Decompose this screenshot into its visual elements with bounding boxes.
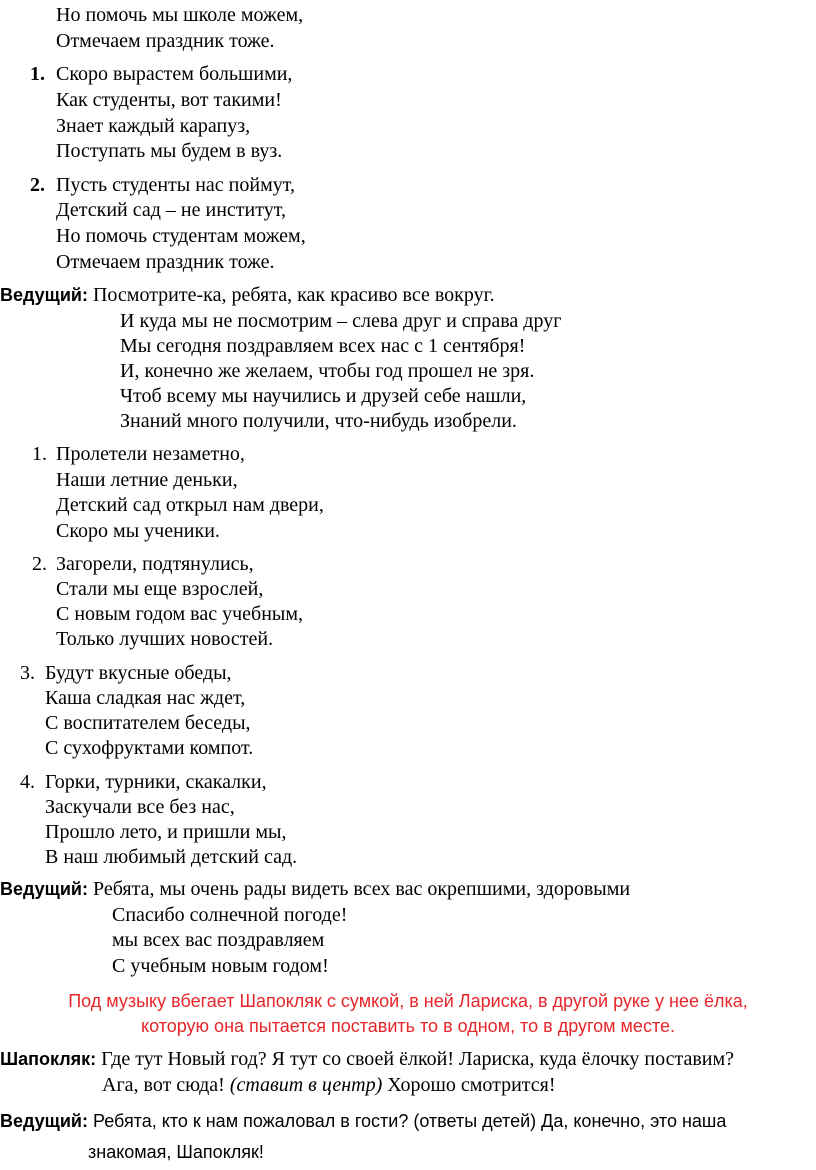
host-line: Ведущий: Ребята, кто к нам пожаловал в гости? (ответы детей) Да, конечно, это наша [0, 1111, 727, 1131]
host-line: Спасибо солнечной погоде! [112, 904, 348, 926]
verse-line: 1. Пролетели незаметно, [32, 443, 245, 465]
verse-line: С воспитателем беседы, [45, 712, 251, 734]
host-line: Ведущий: Ребята, мы очень рады видеть всех вас окрепшими, здоровыми [0, 878, 631, 900]
verse-number: 2. [30, 174, 45, 196]
speaker-label: Шапокляк: [0, 1049, 97, 1069]
verse-line: Отмечаем праздник тоже. [56, 30, 275, 52]
verse-line: Наши летние деньки, [56, 469, 238, 491]
verse-line: Детский сад открыл нам двери, [56, 494, 324, 516]
verse-line: Отмечаем праздник тоже. [56, 251, 275, 273]
verse-line: Каша сладкая нас ждет, [45, 687, 246, 709]
verse-line: Прошло лето, и пришли мы, [45, 821, 287, 843]
host-line: Мы сегодня поздравляем всех нас с 1 сентября! [120, 335, 526, 357]
shapoklyak-line: Ага, вот сюда! (ставит в центр) Хорошо смотрится! [102, 1074, 556, 1096]
speaker-label: Ведущий: [0, 1111, 88, 1131]
host-line: Знаний много получили, что-нибудь изобрели. [120, 410, 517, 432]
verse-line: С новым годом вас учебным, [56, 603, 304, 625]
host-line: Ведущий: Посмотрите-ка, ребята, как красиво все вокруг. [0, 284, 495, 306]
speaker-label: Ведущий: [0, 285, 88, 305]
host-line: И, конечно же желаем, чтобы год прошел не зря. [120, 360, 535, 382]
verse-number: 2. [32, 553, 47, 575]
verse-line: 2. Пусть студенты нас поймут, [30, 174, 295, 196]
verse-line: 2. Загорели, подтянулись, [32, 553, 254, 575]
host-line: И куда мы не посмотрим – слева друг и справа друг [120, 310, 562, 332]
verse-line: Знает каждый карапуз, [56, 115, 251, 137]
stage-direction: Под музыку вбегает Шапокляк с сумкой, в ней Лариска, в другой руке у нее ёлка, [68, 991, 748, 1011]
verse-line: Как студенты, вот такими! [56, 89, 282, 111]
verse-line: Детский сад – не институт, [56, 199, 286, 221]
verse-line: Поступать мы будем в вуз. [56, 140, 283, 162]
host-line: мы всех вас поздравляем [112, 929, 325, 951]
verse-number: 1. [30, 63, 45, 85]
shapoklyak-line: Шапокляк: Где тут Новый год? Я тут со своей ёлкой! Лариска, куда ёлочку поставим? [0, 1048, 735, 1070]
host-line: Чтоб всему мы научились и друзей себе нашли, [120, 385, 527, 407]
stage-note: (ставит в центр) [229, 1074, 383, 1096]
verse-number: 4. [20, 771, 35, 793]
verse-line: Только лучших новостей. [56, 628, 274, 650]
verse-line: Скоро мы ученики. [56, 520, 220, 542]
host-line: знакомая, Шапокляк! [88, 1142, 264, 1162]
verse-line: 3. Будут вкусные обеды, [20, 662, 232, 684]
verse-line: Стали мы еще взрослей, [56, 578, 264, 600]
verse-line: 4. Горки, турники, скакалки, [20, 771, 267, 793]
stage-direction: которую она пытается поставить то в одном, то в другом месте. [141, 1016, 675, 1036]
verse-line: 1. Скоро вырастем большими, [30, 63, 293, 85]
verse-line: В наш любимый детский сад. [45, 846, 298, 868]
verse-line: Заскучали все без нас, [45, 796, 235, 818]
verse-number: 3. [20, 662, 35, 684]
verse-line: Но помочь студентам можем, [56, 225, 306, 247]
verse-line: С сухофруктами компот. [45, 737, 254, 759]
speaker-label: Ведущий: [0, 879, 88, 899]
host-line: С учебным новым годом! [112, 955, 329, 977]
verse-number: 1. [32, 443, 47, 465]
verse-line: Но помочь мы школе можем, [56, 4, 304, 26]
